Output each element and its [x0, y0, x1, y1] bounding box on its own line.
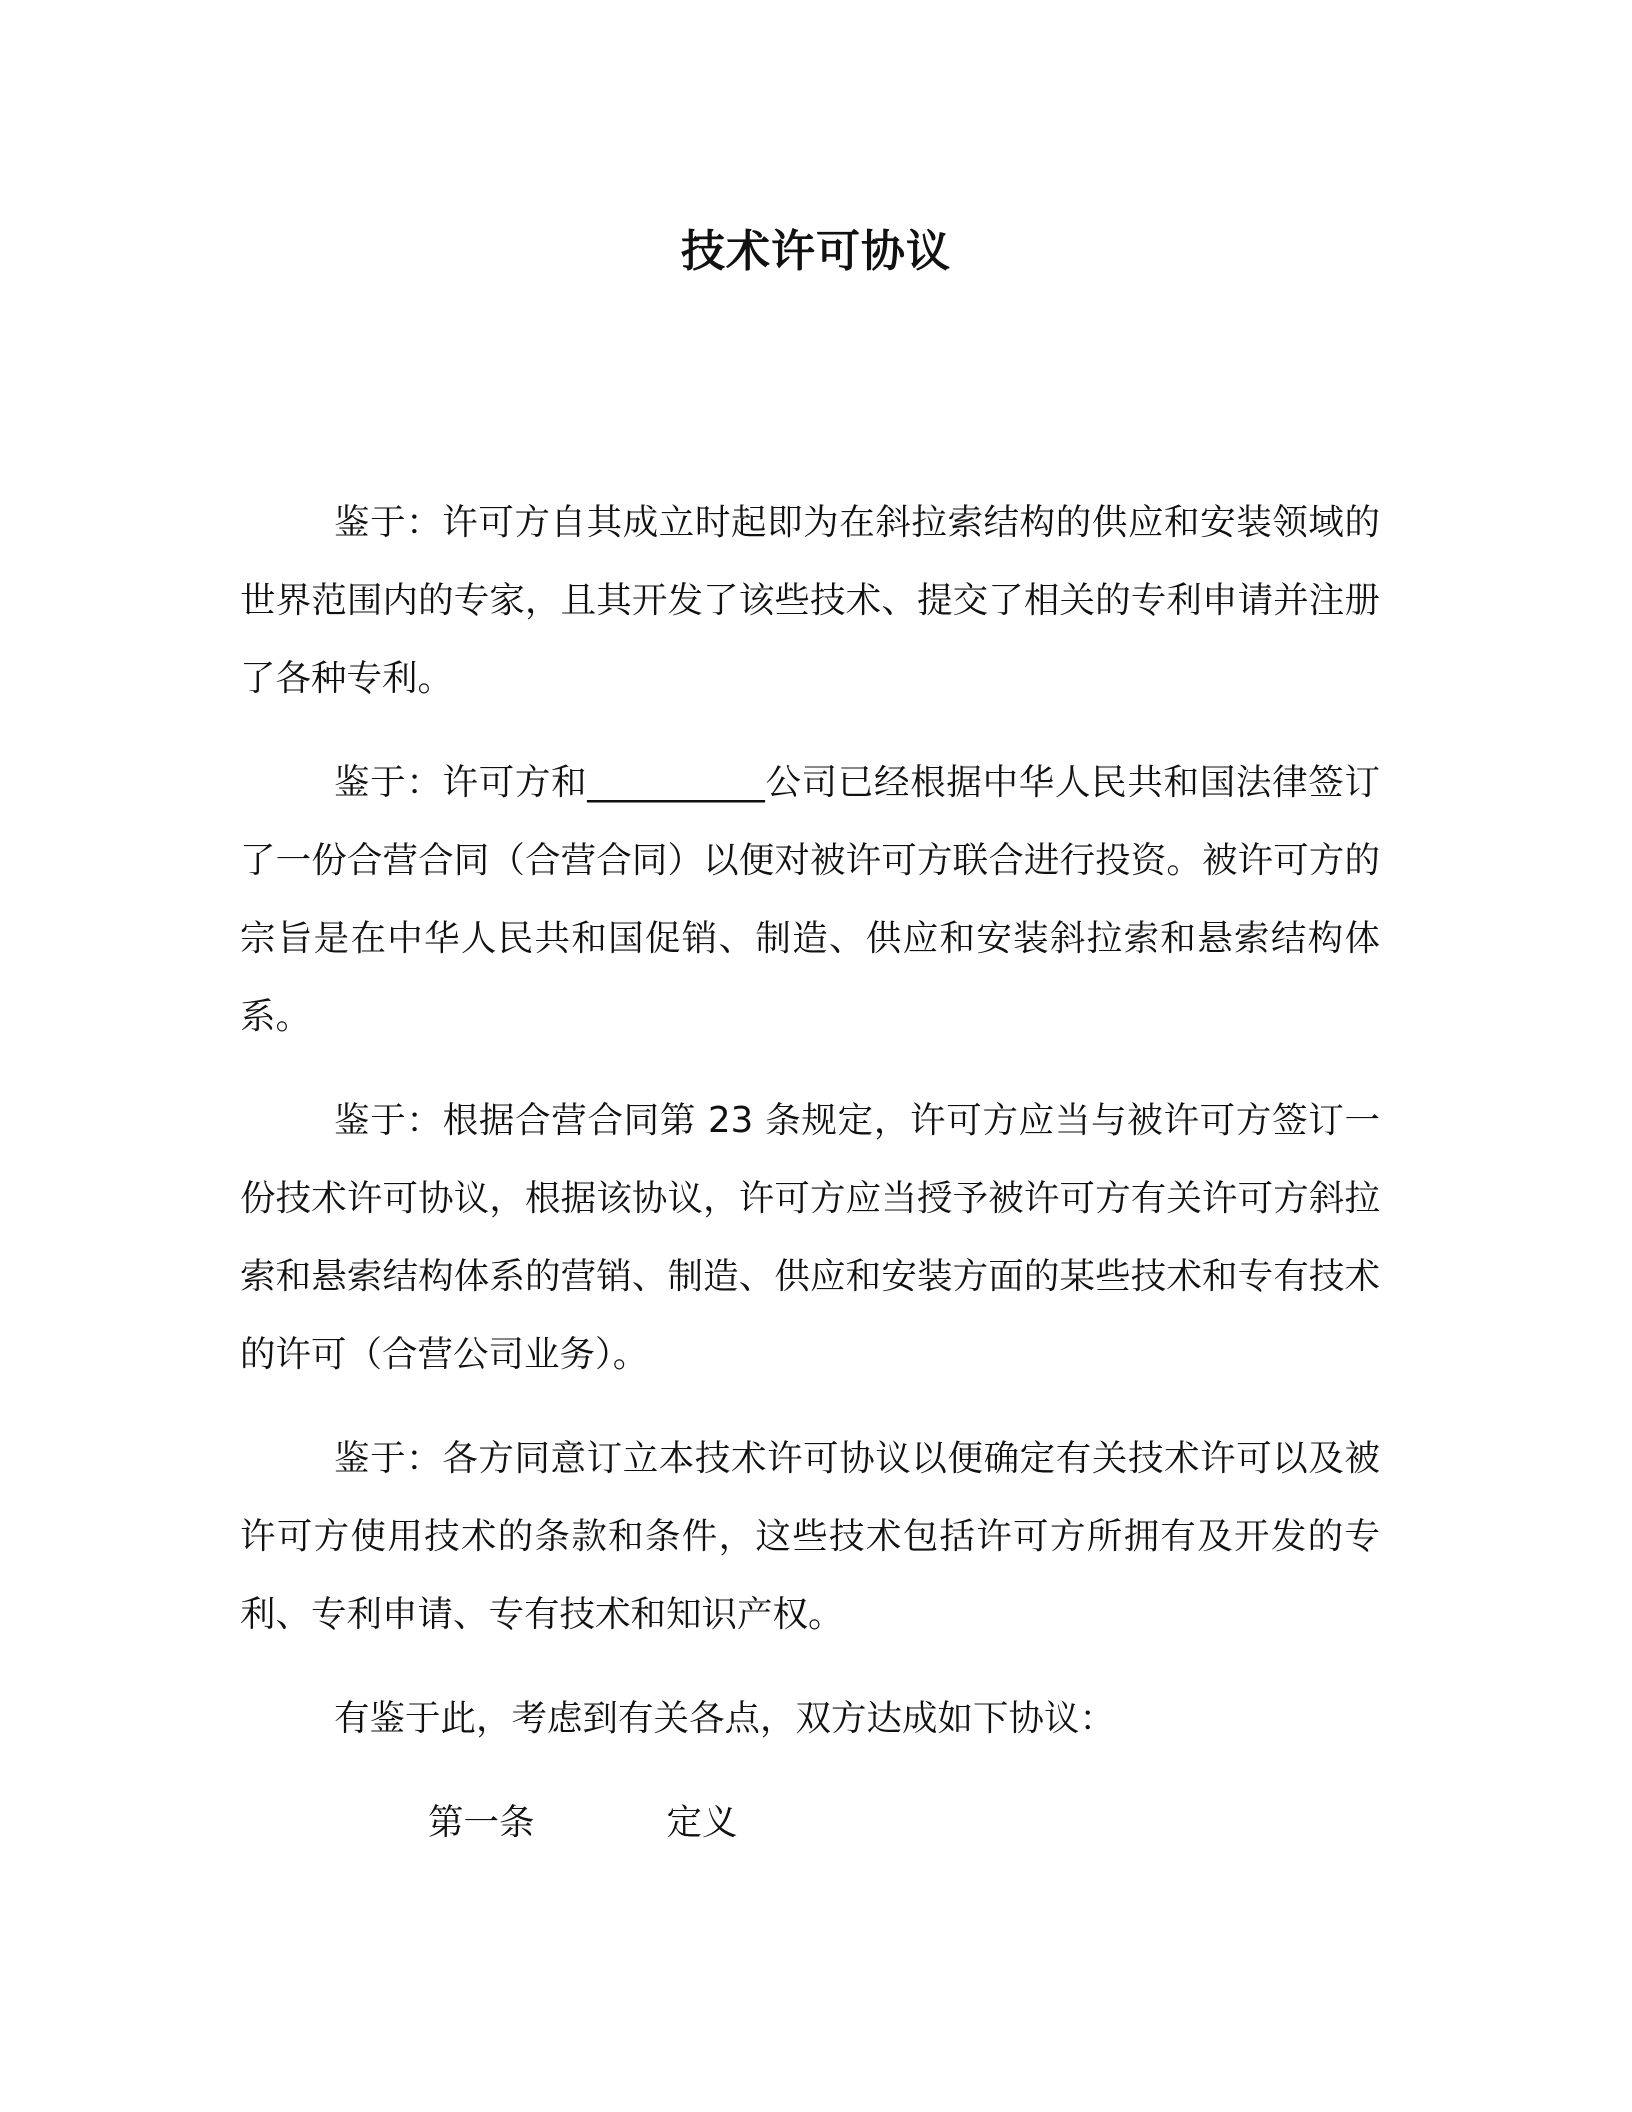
document-body — [240, 484, 1380, 1862]
document-title: 技术许可协议 — [681, 226, 951, 277]
recital-paragraph-4: 鉴于：各方同意订立本技术许可协议以便确定有关技术许可以及被许可方使用技术的条款和条件，这些技术包括许可方所拥有及开发的专利、专利申请、专有技术和知识产权。 — [240, 1438, 1380, 1635]
article-number: 第一条 — [428, 1802, 535, 1843]
agreement-intro-paragraph: 有鉴于此，考虑到有关各点，双方达成如下协议： — [334, 1698, 1116, 1739]
article-heading — [240, 1784, 1380, 1862]
article-title: 定义 — [666, 1802, 738, 1843]
recital-paragraph-2: 鉴于：许可方和__________公司已经根据中华人民共和国法律签订了一份合营合同（合营合同）以便对被许可方联合进行投资。被许可方的宗旨是在中华人民共和国促销、制造、供应和安装斜拉索和悬索结构体系。 — [240, 762, 1380, 1037]
recital-paragraph-1: 鉴于：许可方自其成立时起即为在斜拉索结构的供应和安装领域的世界范围内的专家，且其开发了该些技术、提交了相关的专利申请并注册了各种专利。 — [240, 502, 1380, 699]
recital-paragraph-3: 鉴于：根据合营合同第 23 条规定，许可方应当与被许可方签订一份技术许可协议，根据该协议，许可方应当授予被许可方有关许可方斜拉索和悬索结构体系的营销、制造、供应和安装方面的某些技术和专有技术的许可（合营公司业务）。 — [240, 1100, 1380, 1375]
